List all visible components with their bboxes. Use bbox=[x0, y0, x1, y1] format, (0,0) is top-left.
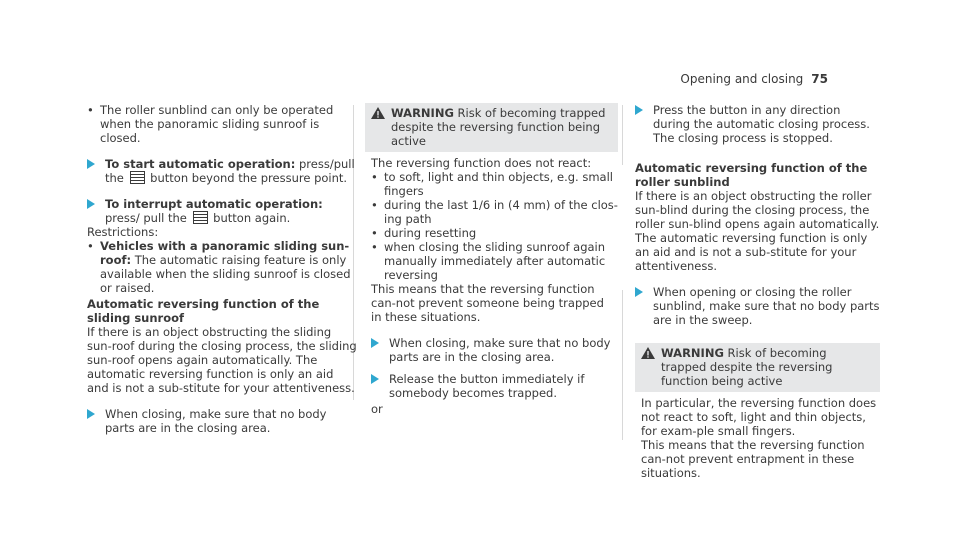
section-heading: Automatic reversing function of the sliding sunroof bbox=[87, 297, 320, 325]
step-text: press/pull the bbox=[105, 157, 355, 185]
sunblind-button-icon bbox=[193, 211, 208, 224]
step-text: Press the button in any direction during the automatic closing process. The closing process is stopped. bbox=[653, 103, 870, 145]
list-item: • during the last 1/6 in (4 mm) of the clos-ing path bbox=[371, 198, 618, 226]
arrow-icon bbox=[635, 105, 643, 115]
arrow-icon bbox=[371, 374, 379, 384]
step-text: Release the button immediately if somebody becomes trapped. bbox=[389, 372, 585, 400]
step-label: To interrupt automatic operation: bbox=[105, 197, 323, 211]
warning-label: WARNING bbox=[391, 106, 454, 120]
instruction-step bbox=[87, 197, 357, 225]
list-item: • during resetting bbox=[371, 226, 618, 240]
column-3 bbox=[635, 103, 880, 480]
page-number: 75 bbox=[811, 72, 828, 86]
step-text: When opening or closing the roller sunblind, make sure that no body parts are in the sweep. bbox=[653, 285, 880, 327]
warning-label: WARNING bbox=[661, 346, 724, 360]
warning-icon bbox=[641, 347, 655, 359]
section-heading: Automatic reversing function of the roller sunblind bbox=[635, 161, 868, 189]
instruction-step bbox=[635, 103, 880, 145]
step-text: button beyond the pressure point. bbox=[146, 171, 348, 185]
column-divider bbox=[622, 290, 623, 440]
paragraph: If there is an object obstructing the sliding sun-roof during the closing process, the sliding sun-roof opens again automatically. The automatic reversing function is only an aid and is not a sub-stitute for your attentiveness. bbox=[87, 325, 357, 395]
item-text: The automatic raising feature is only available when the sliding sunroof is closed or raised. bbox=[100, 253, 351, 295]
sunblind-button-icon bbox=[130, 171, 145, 184]
section-title: Opening and closing bbox=[680, 72, 804, 86]
paragraph: The reversing function does not react: bbox=[371, 156, 592, 170]
warning-text: Risk of becoming trapped despite the reversing function being active bbox=[391, 106, 606, 148]
warning-box bbox=[635, 343, 880, 392]
instruction-step bbox=[371, 372, 618, 400]
list-item bbox=[87, 239, 357, 295]
paragraph: This means that the reversing function can-not prevent entrapment in these situations. bbox=[641, 438, 865, 480]
column-1 bbox=[87, 103, 357, 435]
or-label: or bbox=[371, 402, 383, 416]
warning-box bbox=[365, 103, 618, 152]
step-text: press/ pull the bbox=[105, 211, 191, 225]
warning-icon bbox=[371, 107, 385, 119]
item-label: Vehicles with a panoramic sliding sun-roof: bbox=[100, 239, 350, 267]
arrow-icon bbox=[87, 409, 95, 419]
step-text: When closing, make sure that no body parts are in the closing area. bbox=[105, 407, 327, 435]
list-item: • The roller sunblind can only be operated when the panoramic sliding sunroof is closed. bbox=[87, 103, 357, 145]
instruction-step bbox=[87, 157, 357, 185]
instruction-step bbox=[87, 407, 357, 435]
warning-text: Risk of becoming trapped despite the reversing function being active bbox=[661, 346, 833, 388]
page-header bbox=[680, 72, 828, 86]
arrow-icon bbox=[635, 287, 643, 297]
instruction-step bbox=[635, 285, 880, 327]
paragraph: If there is an object obstructing the roller sun-blind during the closing process, the roller sun-blind opens again automatically. The automatic reversing function is only an aid and is not a sub-stitute for your attentiveness. bbox=[635, 189, 880, 273]
column-2 bbox=[365, 103, 618, 416]
restrictions-label: Restrictions: bbox=[87, 225, 159, 239]
step-text: button again. bbox=[209, 211, 291, 225]
paragraph: This means that the reversing function can-not prevent someone being trapped in these situations. bbox=[371, 282, 604, 324]
list-item: • when closing the sliding sunroof again manually immediately after automatic reversing bbox=[371, 240, 618, 282]
list-item: • to soft, light and thin objects, e.g. small fingers bbox=[371, 170, 618, 198]
paragraph: In particular, the reversing function does not react to soft, light and thin objects, for exam-ple small fingers. bbox=[641, 396, 877, 438]
arrow-icon bbox=[87, 159, 95, 169]
step-text: When closing, make sure that no body parts are in the closing area. bbox=[389, 336, 611, 364]
instruction-step bbox=[371, 336, 618, 364]
step-label: To start automatic operation: bbox=[105, 157, 296, 171]
column-divider bbox=[622, 105, 623, 165]
arrow-icon bbox=[87, 199, 95, 209]
arrow-icon bbox=[371, 338, 379, 348]
